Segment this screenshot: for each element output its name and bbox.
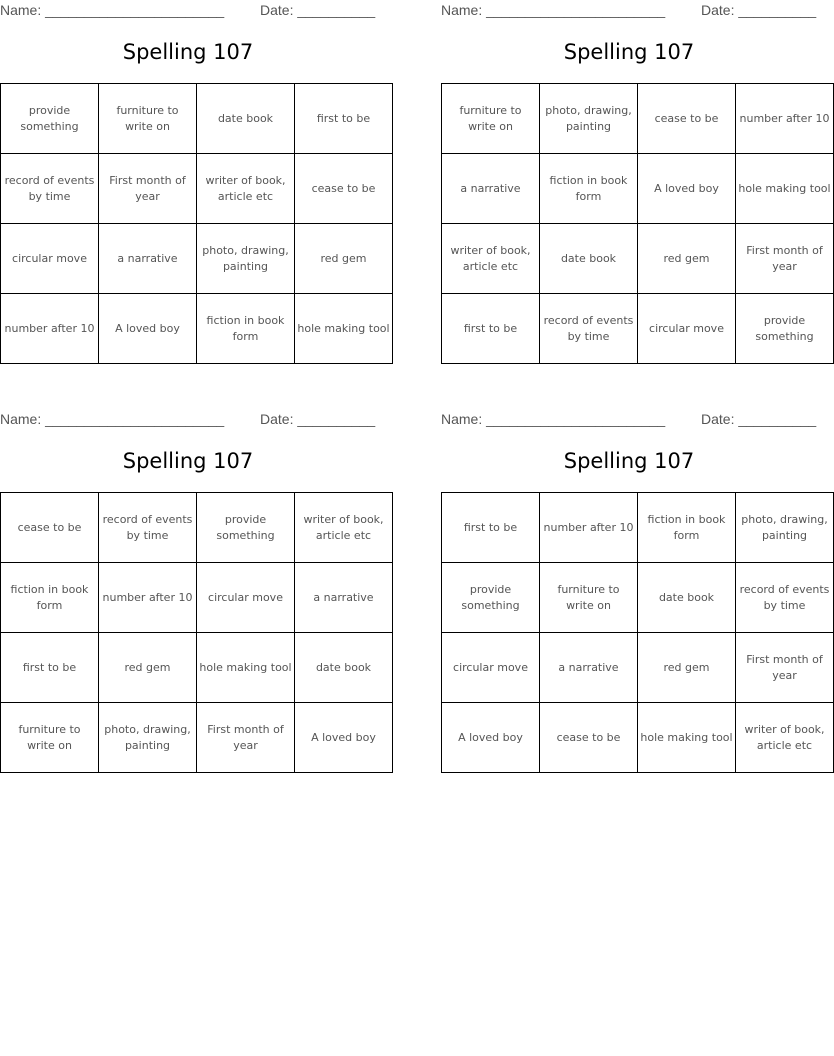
grid-row [442, 154, 834, 224]
grid-row [442, 84, 834, 154]
date-field[interactable]: Date: __________ [701, 2, 817, 18]
grid-cell: date book [197, 84, 295, 154]
grid-cell: fiction in book form [197, 294, 295, 364]
grid-cell: cease to be [540, 703, 638, 773]
grid-row [442, 563, 834, 633]
grid-cell: provide something [442, 563, 540, 633]
bingo-card-3 [0, 409, 384, 781]
grid-cell: cease to be [1, 493, 99, 563]
name-field[interactable]: Name: _______________________ [0, 2, 225, 18]
grid-cell: circular move [1, 224, 99, 294]
grid-cell: provide something [736, 294, 834, 364]
grid-cell: fiction in book form [638, 493, 736, 563]
grid-cell: circular move [442, 633, 540, 703]
grid-row [442, 493, 834, 563]
grid-cell: record of events by time [1, 154, 99, 224]
grid-cell: writer of book, article etc [197, 154, 295, 224]
grid-cell: hole making tool [736, 154, 834, 224]
grid-cell: fiction in book form [1, 563, 99, 633]
grid-cell: circular move [638, 294, 736, 364]
grid-cell: first to be [1, 633, 99, 703]
grid-cell: circular move [197, 563, 295, 633]
name-field[interactable]: Name: _______________________ [441, 411, 666, 427]
grid-cell: writer of book, article etc [442, 224, 540, 294]
card-title: Spelling 107 [563, 40, 695, 64]
grid-cell: date book [295, 633, 393, 703]
grid-cell: furniture to write on [1, 703, 99, 773]
grid-cell: First month of year [197, 703, 295, 773]
grid-cell: photo, drawing, painting [197, 224, 295, 294]
card-title: Spelling 107 [122, 40, 254, 64]
grid-cell: a narrative [540, 633, 638, 703]
grid-cell: First month of year [99, 154, 197, 224]
grid-row [1, 294, 393, 364]
grid-cell: number after 10 [99, 563, 197, 633]
grid-cell: first to be [295, 84, 393, 154]
grid-row [1, 493, 393, 563]
grid-cell: a narrative [99, 224, 197, 294]
date-field[interactable]: Date: __________ [260, 2, 376, 18]
grid-cell: First month of year [736, 224, 834, 294]
grid-cell: red gem [295, 224, 393, 294]
grid-cell: cease to be [638, 84, 736, 154]
grid-row [442, 703, 834, 773]
grid-cell: number after 10 [540, 493, 638, 563]
bingo-grid [0, 492, 393, 773]
bingo-grid [0, 83, 393, 364]
grid-cell: record of events by time [99, 493, 197, 563]
grid-cell: First month of year [736, 633, 834, 703]
grid-cell: number after 10 [736, 84, 834, 154]
grid-cell: A loved boy [99, 294, 197, 364]
bingo-grid [441, 83, 834, 364]
name-field[interactable]: Name: _______________________ [0, 411, 225, 427]
grid-cell: red gem [638, 633, 736, 703]
grid-cell: writer of book, article etc [295, 493, 393, 563]
grid-row [1, 703, 393, 773]
grid-cell: furniture to write on [442, 84, 540, 154]
grid-cell: date book [638, 563, 736, 633]
grid-row [442, 633, 834, 703]
grid-cell: record of events by time [540, 294, 638, 364]
card-title: Spelling 107 [122, 449, 254, 473]
grid-cell: cease to be [295, 154, 393, 224]
grid-cell: number after 10 [1, 294, 99, 364]
grid-cell: red gem [99, 633, 197, 703]
grid-cell: hole making tool [197, 633, 295, 703]
grid-row [1, 563, 393, 633]
grid-cell: hole making tool [295, 294, 393, 364]
grid-cell: a narrative [295, 563, 393, 633]
card-title: Spelling 107 [563, 449, 695, 473]
grid-cell: hole making tool [638, 703, 736, 773]
grid-cell: writer of book, article etc [736, 703, 834, 773]
grid-row [442, 224, 834, 294]
grid-cell: provide something [1, 84, 99, 154]
grid-cell: red gem [638, 224, 736, 294]
grid-cell: first to be [442, 294, 540, 364]
grid-row [1, 84, 393, 154]
grid-cell: photo, drawing, painting [99, 703, 197, 773]
grid-row [1, 154, 393, 224]
grid-cell: date book [540, 224, 638, 294]
date-field[interactable]: Date: __________ [260, 411, 376, 427]
grid-cell: first to be [442, 493, 540, 563]
grid-cell: A loved boy [638, 154, 736, 224]
grid-row [1, 224, 393, 294]
grid-row [442, 294, 834, 364]
grid-cell: A loved boy [295, 703, 393, 773]
grid-cell: furniture to write on [540, 563, 638, 633]
grid-cell: photo, drawing, painting [736, 493, 834, 563]
grid-cell: furniture to write on [99, 84, 197, 154]
bingo-card-4 [441, 409, 830, 781]
grid-cell: photo, drawing, painting [540, 84, 638, 154]
grid-row [1, 633, 393, 703]
name-field[interactable]: Name: _______________________ [441, 2, 666, 18]
grid-cell: a narrative [442, 154, 540, 224]
date-field[interactable]: Date: __________ [701, 411, 817, 427]
grid-cell: provide something [197, 493, 295, 563]
bingo-grid [441, 492, 834, 773]
grid-cell: fiction in book form [540, 154, 638, 224]
bingo-card-1 [0, 0, 390, 372]
grid-cell: A loved boy [442, 703, 540, 773]
grid-cell: record of events by time [736, 563, 834, 633]
bingo-card-2 [441, 0, 831, 372]
